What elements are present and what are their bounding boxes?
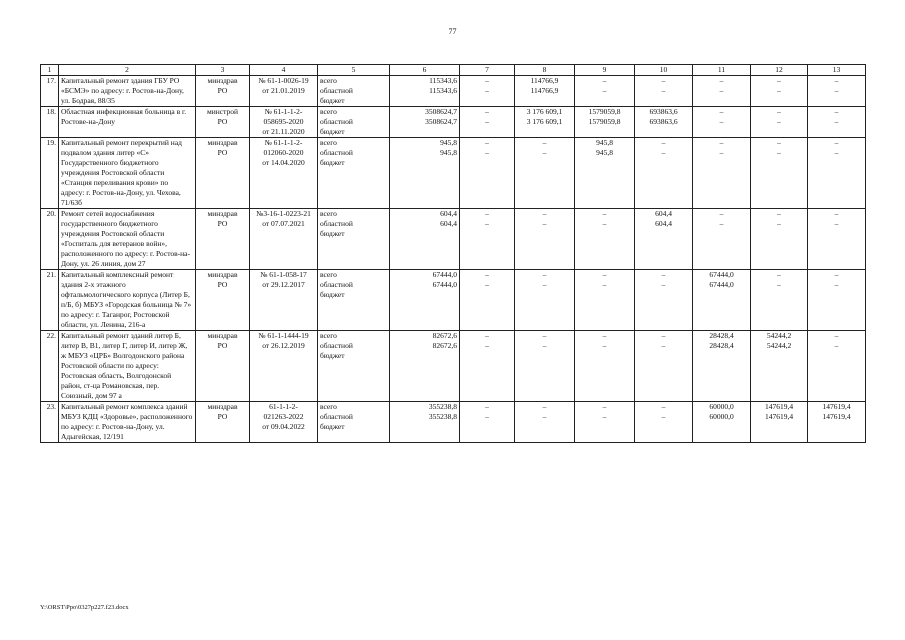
expertise-document [250,331,318,402]
responsible-body-line: РО [217,117,228,126]
amount-cell [693,331,751,402]
amount-cell-line: 67444,0 [709,270,734,279]
expertise-document-line: 012060-2020 [263,148,304,157]
amount-cell-line: 693863,6 [649,107,678,116]
amount-cell-line: – [542,219,547,228]
expertise-document-line: от 26.12.2019 [262,341,305,350]
page-number: 77 [448,27,457,36]
amount-cell-line: 604,4 [655,219,672,228]
amount-cell [515,331,575,402]
amount-cell-line: 28428,4 [709,331,734,340]
amount-cell-line: – [602,86,607,95]
amount-cell [693,209,751,270]
object-description: Капитальный ремонт перекрытий над подвалом здания литер «С» Государственного бюджетного учреждения Ростовской области «Станция переливания крови» по адресу: г. Ростов-на-Дону, ул. Чехова, 71/63б [59,138,196,209]
amount-cell-line: 114766,9 [530,76,559,85]
file-path: Y:\ORST\Ppo\0327p227.f23.docx [40,604,129,611]
amount-cell-line: – [661,270,666,279]
amount-cell [460,331,515,402]
amount-cell-line: – [661,86,666,95]
amount-cell [390,107,460,138]
funding-source-line: всего [320,107,337,116]
amount-cell [460,209,515,270]
amount-cell [693,138,751,209]
expertise-document [250,209,318,270]
amount-cell-line: – [542,341,547,350]
amount-cell-line: – [485,402,489,411]
amount-cell-line: – [719,86,724,95]
expertise-document-line: № 61-1-1-2- [264,138,303,147]
expertise-document [250,270,318,331]
amount-cell-line: – [777,86,781,95]
column-number-header: 3 [196,65,250,76]
expertise-document-line: № 61-1-0026-19 [258,76,309,85]
amount-cell-line: – [542,331,547,340]
column-number-header: 2 [59,65,196,76]
funding-source-line: бюджет [320,351,345,360]
amount-cell-line: – [719,76,724,85]
amount-cell-line: 115343,6 [429,86,457,95]
amount-cell-line: – [661,138,666,147]
amount-cell [515,270,575,331]
amount-cell [575,402,635,443]
amount-cell-line: – [777,76,781,85]
amount-cell-line: 945,8 [596,138,613,147]
amount-cell [390,331,460,402]
funding-source-line: бюджет [320,229,345,238]
amount-cell-line: – [834,341,839,350]
amount-cell-line: – [661,402,666,411]
amount-cell-line: 3 176 609,1 [526,117,563,126]
amount-cell [635,402,693,443]
table-row [41,107,866,138]
program-table [40,64,866,443]
responsible-body [196,402,250,443]
amount-cell-line: – [602,331,607,340]
amount-cell-line: 67444,0 [709,280,734,289]
amount-cell [515,107,575,138]
amount-cell-line: – [777,107,781,116]
expertise-document-line: от 09.04.2022 [262,422,305,431]
amount-cell-line: 115343,6 [429,76,457,85]
amount-cell-line: 604,4 [440,219,457,228]
funding-source-line: всего [320,76,337,85]
object-description: Капитальный ремонт здания ГБУ РО «БСМЭ» по адресу: г. Ростов-на-Дону, ул. Бодрая, 88/35 [59,76,196,107]
expertise-document [250,402,318,443]
row-number: 18. [41,107,59,138]
amount-cell-line: 28428,4 [709,341,734,350]
amount-cell [808,331,866,402]
amount-cell-line: – [661,76,666,85]
amount-cell-line: – [542,209,547,218]
amount-cell-line: – [661,412,666,421]
amount-cell-line: 147619,4 [764,402,794,411]
responsible-body-line: РО [217,412,228,421]
amount-cell [575,107,635,138]
amount-cell-line: – [719,148,724,157]
responsible-body [196,331,250,402]
amount-cell [515,138,575,209]
amount-cell [751,209,808,270]
amount-cell-line: 693863,6 [649,117,678,126]
responsible-body-line: РО [217,86,228,95]
amount-cell-line: – [834,138,839,147]
responsible-body-line: РО [217,280,228,289]
column-number-header: 1 [41,65,59,76]
amount-cell-line: 945,8 [440,148,457,157]
amount-cell-line: 82672,6 [432,331,457,340]
funding-source [318,209,390,270]
column-number-header: 11 [693,65,751,76]
expertise-document-line: № 61-1-058-17 [260,270,307,279]
funding-source-line: областной [320,86,353,95]
funding-source-line: областной [320,219,353,228]
amount-cell-line: – [777,148,781,157]
amount-cell-line: 604,4 [655,209,672,218]
amount-cell-line: – [485,138,489,147]
column-number-header: 4 [250,65,318,76]
row-number: 19. [41,138,59,209]
amount-cell-line: – [542,138,547,147]
expertise-document-line: от 07.07.2021 [262,219,305,228]
responsible-body-line: минздрав [207,270,238,279]
amount-cell-line: – [661,341,666,350]
amount-cell-line: – [602,219,607,228]
amount-cell [808,209,866,270]
amount-cell [575,76,635,107]
object-description: Областная инфекционная больница в г. Ростове-на-Дону [59,107,196,138]
amount-cell-line: – [719,138,724,147]
expertise-document-line: № 61-1-1-2- [264,107,303,116]
amount-cell-line: 54244,2 [766,331,792,340]
funding-source-line: всего [320,331,337,340]
expertise-document-line: №3-16-1-0223-21 [256,209,311,218]
amount-cell-line: – [602,76,607,85]
amount-cell [460,270,515,331]
amount-cell-line: – [777,219,781,228]
column-number-header: 6 [390,65,460,76]
funding-source [318,76,390,107]
amount-cell [635,107,693,138]
responsible-body [196,76,250,107]
amount-cell-line: 355238,8 [428,412,457,421]
responsible-body-line: минздрав [207,402,238,411]
amount-cell-line: 355238,8 [428,402,457,411]
expertise-document-line: 021263-2022 [263,412,304,421]
row-number: 17. [41,76,59,107]
funding-source [318,331,390,402]
amount-cell-line: 147619,4 [822,402,851,411]
funding-source-line: всего [320,209,337,218]
amount-cell-line: 60000,0 [709,412,734,421]
amount-cell [515,76,575,107]
amount-cell-line: – [834,280,839,289]
amount-cell [635,209,693,270]
funding-source-line: бюджет [320,96,345,105]
amount-cell [808,138,866,209]
responsible-body-line: РО [217,148,228,157]
funding-source-line: всего [320,138,337,147]
responsible-body-line: РО [217,341,228,350]
amount-cell-line: – [485,148,489,157]
amount-cell-line: – [777,138,781,147]
expertise-document-line: 058695-2020 [263,117,304,126]
amount-cell-line: – [719,117,724,126]
amount-cell [390,402,460,443]
amount-cell-line: – [834,107,839,116]
column-number-header: 10 [635,65,693,76]
amount-cell [635,331,693,402]
amount-cell [635,138,693,209]
amount-cell-line: – [661,331,666,340]
amount-cell-line: – [777,209,781,218]
amount-cell-line: – [777,280,781,289]
amount-cell-line: – [661,280,666,289]
amount-cell [751,138,808,209]
responsible-body-line: минстрой [207,107,238,116]
funding-source-line: бюджет [320,290,345,299]
amount-cell-line: 54244,2 [766,341,792,350]
amount-cell-line: – [485,412,489,421]
amount-cell [575,138,635,209]
amount-cell-line: 147619,4 [764,412,794,421]
funding-source-line: всего [320,402,337,411]
responsible-body-line: минздрав [207,331,238,340]
amount-cell [693,402,751,443]
amount-cell-line: – [602,270,607,279]
funding-source [318,138,390,209]
amount-cell-line: – [719,209,724,218]
amount-cell [751,270,808,331]
amount-cell [460,402,515,443]
amount-cell-line: 67444,0 [432,270,457,279]
amount-cell-line: 945,8 [440,138,457,147]
amount-cell [460,76,515,107]
column-number-header: 7 [460,65,515,76]
responsible-body [196,138,250,209]
amount-cell [460,138,515,209]
expertise-document [250,107,318,138]
funding-source-line: бюджет [320,127,345,136]
amount-cell [693,76,751,107]
amount-cell-line: – [485,107,489,116]
table-row [41,76,866,107]
amount-cell-line: – [834,148,839,157]
amount-cell-line: – [834,331,839,340]
table-row [41,270,866,331]
table-row [41,209,866,270]
column-number-header: 13 [808,65,866,76]
amount-cell-line: – [834,219,839,228]
funding-source-line: бюджет [320,422,345,431]
amount-cell-line: 604,4 [440,209,457,218]
amount-cell-line: – [602,209,607,218]
amount-cell-line: 3508624,7 [425,107,457,116]
amount-cell-line: – [542,148,547,157]
funding-source-line: всего [320,270,337,279]
object-description: Ремонт сетей водоснабжения государственного бюджетного учреждения Ростовской области «Госпиталь для ветеранов войн», расположенного по адресу: г. Ростов-на-Дону, ул. 26 линия, дом 27 [59,209,196,270]
table-row [41,138,866,209]
amount-cell [460,107,515,138]
responsible-body-line: минздрав [207,76,238,85]
amount-cell-line: – [485,331,489,340]
amount-cell-line: – [834,209,839,218]
column-number-header: 9 [575,65,635,76]
amount-cell-line: 60000,0 [709,402,734,411]
amount-cell [751,402,808,443]
row-number: 21. [41,270,59,331]
amount-cell-line: – [719,107,724,116]
amount-cell-line: – [602,412,607,421]
amount-cell-line: – [485,86,489,95]
amount-cell-line: – [485,76,489,85]
responsible-body [196,107,250,138]
amount-cell-line: – [777,270,781,279]
object-description: Капитальный ремонт комплекса зданий МБУЗ КДЦ «Здоровье», расположенного по адресу: г. Ростов-на-Дону, ул. Адыгейская, 12/191 [59,402,196,443]
amount-cell [751,76,808,107]
amount-cell [808,270,866,331]
amount-cell-line: 945,8 [596,148,613,157]
amount-cell-line: – [485,341,489,350]
object-description: Капитальный комплексный ремонт здания 2-х этажного офтальмологического корпуса (Литер Б, п/Б, б) МБУЗ «Городская больница № 7» по адресу: г. Таганрог, Ростовской области, ул. Ленина, 216-а [59,270,196,331]
amount-cell-line: 82672,6 [432,341,457,350]
row-number: 22. [41,331,59,402]
amount-cell-line: – [485,209,489,218]
amount-cell [575,270,635,331]
amount-cell-line: – [542,412,547,421]
amount-cell [635,76,693,107]
amount-cell-line: – [834,117,839,126]
object-description: Капитальный ремонт зданий литер Б, литер В, В1, литер Г, литер И, литер Ж, ж МБУЗ «ЦРБ» Волгодонского района Ростовской области по адресу: Ростовская область, Волгодонской район, ст-ца Романовская, пер. Союзный, дом 97 а [59,331,196,402]
funding-source-line: областной [320,148,353,157]
expertise-document-line: от 21.01.2019 [262,86,305,95]
amount-cell [808,76,866,107]
amount-cell-line: – [834,270,839,279]
amount-cell [635,270,693,331]
amount-cell [751,107,808,138]
amount-cell [808,107,866,138]
expertise-document-line: от 21.11.2020 [262,127,305,136]
amount-cell-line: – [485,117,489,126]
amount-cell-line: – [542,402,547,411]
expertise-document-line: от 14.04.2020 [262,158,305,167]
amount-cell [515,209,575,270]
funding-source-line: областной [320,280,353,289]
expertise-document [250,76,318,107]
header-row [41,65,866,76]
amount-cell-line: 67444,0 [432,280,457,289]
funding-source [318,402,390,443]
funding-source [318,107,390,138]
amount-cell-line: – [719,219,724,228]
amount-cell [808,402,866,443]
amount-cell-line: 147619,4 [822,412,851,421]
amount-cell-line: – [485,280,489,289]
amount-cell-line: – [777,117,781,126]
amount-cell-line: 3508624,7 [425,117,457,126]
row-number: 20. [41,209,59,270]
column-number-header: 8 [515,65,575,76]
funding-source-line: областной [320,412,353,421]
responsible-body [196,270,250,331]
amount-cell-line: – [602,280,607,289]
funding-source-line: бюджет [320,158,345,167]
amount-cell-line: – [602,402,607,411]
amount-cell-line: – [602,341,607,350]
column-number-header: 12 [751,65,808,76]
responsible-body [196,209,250,270]
amount-cell-line: – [834,76,839,85]
table-row [41,402,866,443]
amount-cell [693,107,751,138]
responsible-body-line: минздрав [207,138,238,147]
row-number: 23. [41,402,59,443]
amount-cell [575,331,635,402]
amount-cell [575,209,635,270]
amount-cell [515,402,575,443]
funding-source-line: областной [320,117,353,126]
amount-cell-line: 1579059,8 [588,107,621,116]
amount-cell-line: – [834,86,839,95]
amount-cell-line: 1579059,8 [588,117,621,126]
amount-cell-line: – [485,270,489,279]
amount-cell [390,76,460,107]
amount-cell [390,138,460,209]
amount-cell-line: 3 176 609,1 [526,107,563,116]
expertise-document-line: № 61-1-1444-19 [258,331,309,340]
amount-cell-line: – [485,219,489,228]
amount-cell-line: – [661,148,666,157]
amount-cell-line: – [542,280,547,289]
funding-source-line: областной [320,341,353,350]
responsible-body-line: РО [217,219,228,228]
amount-cell [390,270,460,331]
amount-cell [390,209,460,270]
expertise-document-line: от 29.12.2017 [262,280,305,289]
amount-cell-line: 114766,9 [530,86,559,95]
funding-source [318,270,390,331]
expertise-document-line: 61-1-1-2- [269,402,298,411]
expertise-document [250,138,318,209]
column-number-header: 5 [318,65,390,76]
amount-cell [751,331,808,402]
responsible-body-line: минздрав [207,209,238,218]
amount-cell [693,270,751,331]
table-row [41,331,866,402]
amount-cell-line: – [542,270,547,279]
